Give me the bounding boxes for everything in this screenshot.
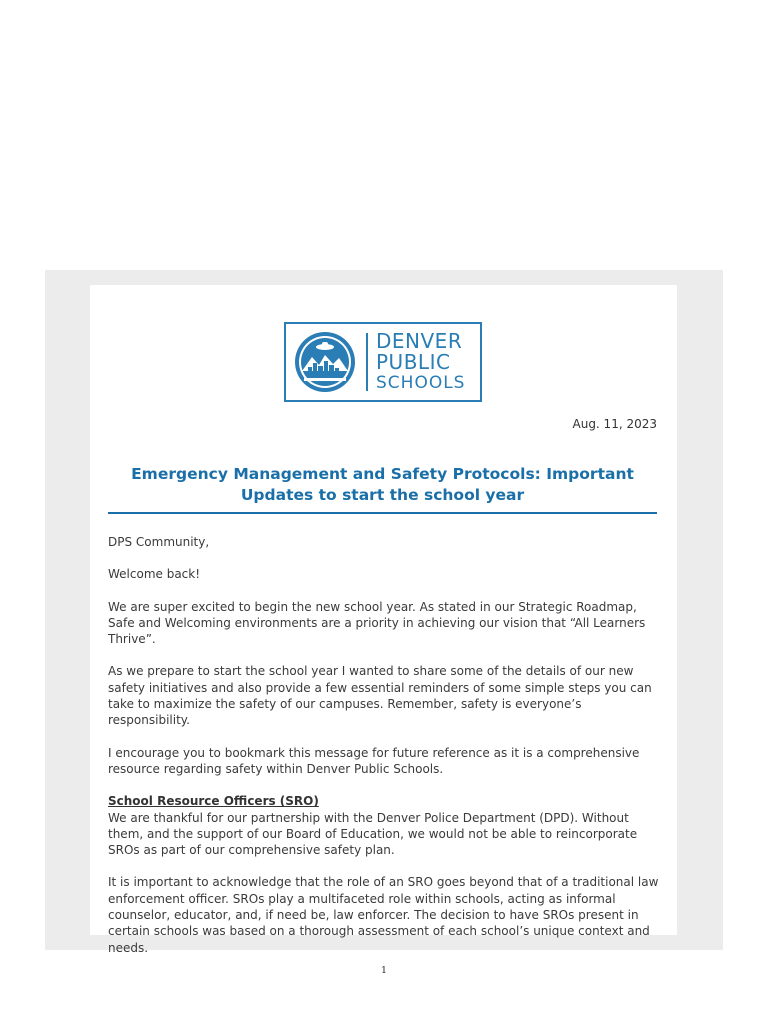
dps-logo	[284, 322, 482, 402]
logo-wordmark	[376, 328, 466, 394]
bookmark-paragraph: I encourage you to bookmark this message for future reference as it is a comprehensive resource regarding safety within Denver Public Schools.	[108, 745, 640, 776]
page-number: 1	[381, 966, 387, 976]
sro-partnership-paragraph: We are thankful for our partnership with the Denver Police Department (DPD). Without them, and the support of our Board of Education, we would not be able to reincorporate SROs as part of our comprehensive safety plan.	[108, 810, 638, 858]
logo-line-denver: DENVER	[376, 328, 463, 353]
dps-emblem-icon	[294, 331, 356, 393]
logo-line-public: PUBLIC	[376, 349, 451, 374]
headline-rule	[108, 512, 657, 514]
headline-line-2: Updates to start the school year	[240, 486, 525, 504]
greeting: DPS Community,	[108, 535, 210, 549]
intro-paragraph: We are super excited to begin the new school year. As stated in our Strategic Roadmap, Safe and Welcoming environments are a priority in achieving our vision that “All Learners Thrive”.	[108, 599, 646, 647]
sro-section-title: School Resource Officers (SRO)	[108, 794, 319, 809]
sro-role-paragraph: It is important to acknowledge that the role of an SRO goes beyond that of a traditional law enforcement officer. SROs play a multifaceted role within schools, acting as informal counselor, educator, and, if need be, law enforcer. The decision to have SROs present in certain schools was based on a thorough assessment of each school’s unique context and needs.	[108, 875, 659, 955]
logo-divider	[366, 333, 368, 391]
email-date: Aug. 11, 2023	[572, 417, 657, 431]
email-headline	[108, 464, 657, 506]
safety-initiatives-paragraph: As we prepare to start the school year I wanted to share some of the details of our new safety initiatives and also provide a few essential reminders of some simple steps you can take to maximize the safety of our campuses. Remember, safety is everyone’s responsibility.	[108, 664, 652, 728]
headline-line-1: Emergency Management and Safety Protocols: Important	[131, 465, 634, 483]
welcome-line: Welcome back!	[108, 567, 201, 582]
logo-line-schools: SCHOOLS	[376, 372, 466, 393]
email-body	[108, 534, 660, 972]
email-card	[90, 285, 677, 955]
